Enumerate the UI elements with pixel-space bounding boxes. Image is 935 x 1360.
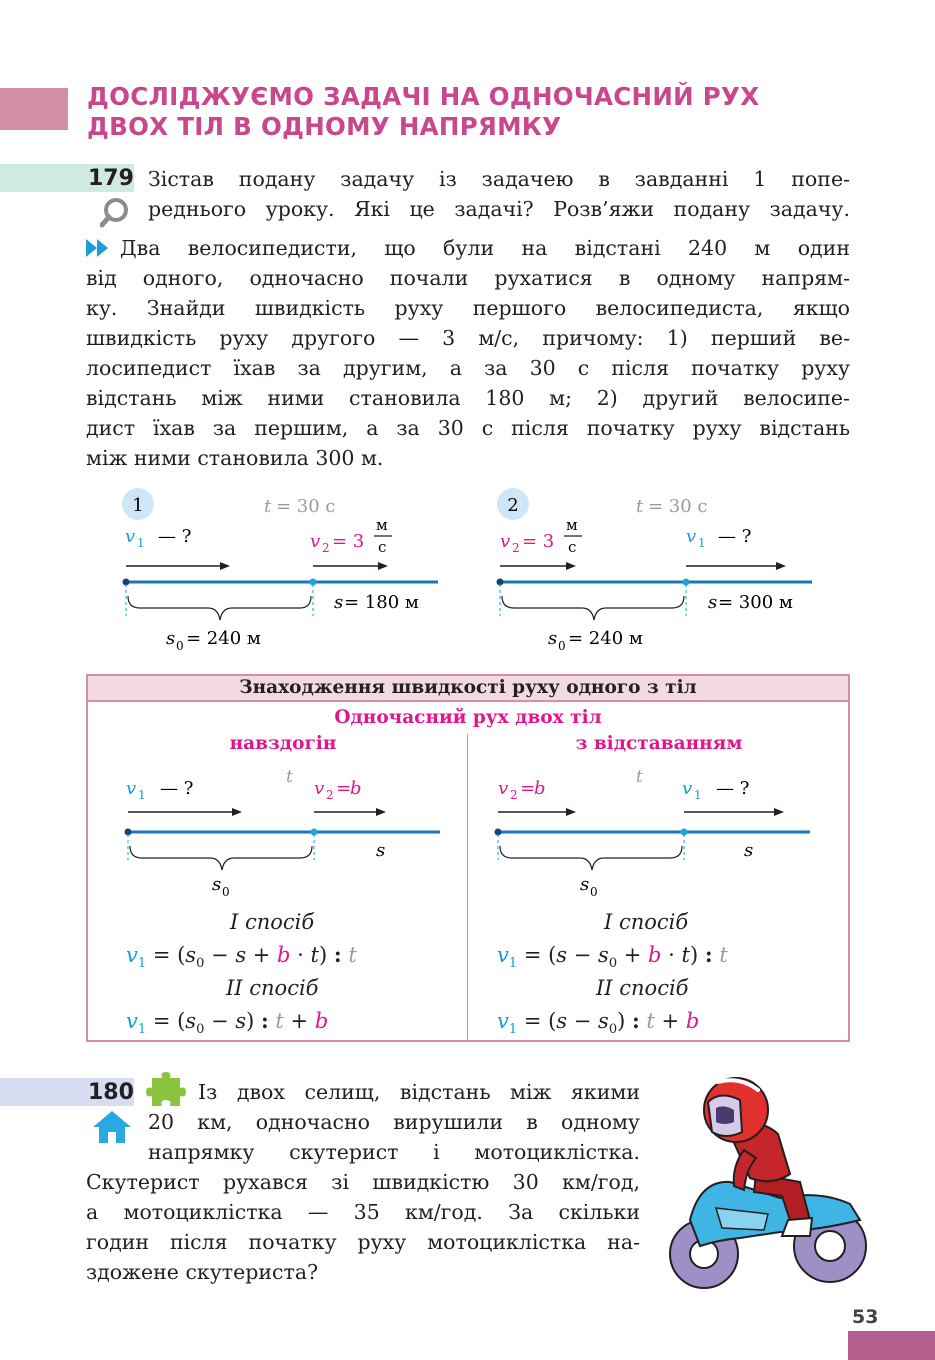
task-180-text-bottom (86, 1167, 640, 1287)
method-2-label-left: II спосіб (226, 976, 319, 1000)
speed-value-right: — ? (716, 778, 750, 799)
speed-subscript-left: 2 (510, 788, 518, 802)
time-symbol: t (636, 767, 643, 787)
unit-denominator: с (378, 538, 387, 556)
initial-distance-subscript: 0 (558, 639, 566, 653)
speed-value-left: b (534, 778, 546, 799)
text-line: дист їхав за першим, а за 30 с після початку руху відстань (86, 416, 850, 440)
column-header-left: навздогін (229, 733, 337, 754)
initial-distance-symbol: s (548, 628, 558, 649)
text-line: Скутерист рухався зі швидкістю 30 км/год, (86, 1170, 640, 1194)
text-line: між ними становила 300 м. (86, 446, 384, 470)
initial-distance-value: = 240 м (568, 628, 643, 649)
motion-diagram-1 (110, 484, 450, 660)
speed-symbol-left: v (500, 531, 511, 552)
home-icon (92, 1110, 132, 1144)
motion-diagram-2 (484, 484, 824, 660)
section-color-bar (0, 88, 68, 130)
text-line: швидкість руху другого — 3 м/с, причому: 1) перший ве- (86, 326, 850, 350)
time-symbol: t (286, 767, 293, 787)
task-problem-rest (86, 263, 850, 473)
speed-subscript-right: 2 (322, 541, 330, 555)
method-1-label-left: I спосіб (230, 910, 315, 934)
unit-numerator: м (376, 516, 388, 534)
text-line: Із двох селищ, відстань між якими (198, 1080, 640, 1104)
initial-distance-symbol: s (212, 874, 222, 895)
task-number: 180 (88, 1080, 134, 1105)
text-line: Два велосипедисти, що були на відстані 240 м один (120, 236, 850, 260)
generic-diagram-right (482, 760, 822, 900)
magnifier-icon (100, 196, 130, 228)
speed-symbol-left: v (126, 778, 137, 799)
formula-2-left: $v_1 = (s_0 - s)$ : t + b (126, 1008, 329, 1038)
speed-subscript-left: 1 (137, 536, 145, 550)
speed-value-right: = 3 (332, 531, 365, 552)
speed-subscript-right: 2 (326, 788, 334, 802)
text-line: годин після початку руху мотоциклістка на- (86, 1230, 640, 1254)
column-divider (467, 734, 468, 1040)
speed-value-left: = 3 (522, 531, 555, 552)
speed-value-right: — ? (718, 526, 752, 547)
speed-symbol-left: v (125, 526, 136, 547)
initial-distance-subscript: 0 (590, 885, 598, 899)
initial-distance-symbol: s (166, 628, 176, 649)
task-number: 179 (88, 166, 134, 191)
text-line: здожене скутериста? (86, 1260, 319, 1284)
speed-subscript-right: 1 (698, 536, 706, 550)
speed-subscript-left: 2 (512, 541, 520, 555)
text-line: від одного, одночасно почали рухатися в одному напрям- (86, 266, 850, 290)
equals-sign: = (336, 778, 352, 799)
text-line: напрямку скутерист і мотоциклістка. (148, 1140, 640, 1164)
page-corner-bar (848, 1331, 935, 1360)
speed-symbol-right: v (310, 531, 321, 552)
unit-denominator: с (568, 538, 577, 556)
badge-text: 1 (132, 495, 144, 516)
motorcyclist-illustration (660, 1070, 875, 1295)
generic-diagram-left (110, 760, 450, 900)
speed-value-right: b (350, 778, 362, 799)
distance-symbol: s (376, 840, 386, 861)
time-value: = 30 с (276, 496, 336, 517)
unit-numerator: м (566, 516, 578, 534)
distance-symbol: s (708, 592, 718, 613)
task-problem (86, 233, 850, 263)
formula-1-right: $v_1 = (s - s_0 + b \cdot t)$ : t (497, 942, 728, 972)
distance-symbol: s (334, 592, 344, 613)
rule-box-title: Знаходження швидкості руху одного з тіл (86, 674, 850, 702)
speed-subscript-left: 1 (138, 788, 146, 802)
time-symbol: t (264, 496, 272, 517)
time-symbol: t (636, 496, 644, 517)
speed-value-left: — ? (160, 778, 194, 799)
text-line: 20 км, одночасно вирушили в одному (148, 1110, 640, 1134)
time-value: = 30 с (648, 496, 708, 517)
badge-text: 2 (507, 495, 519, 516)
distance-symbol: s (744, 840, 754, 861)
task-180-text-top (148, 1077, 640, 1167)
initial-distance-value: = 240 м (186, 628, 261, 649)
text-line: Зістав подану задачу із задачею в завданні 1 попе- (148, 167, 850, 191)
text-line: відстань між ними становила 180 м; 2) другий велосипе- (86, 386, 850, 410)
column-header-right: з відставанням (575, 733, 743, 754)
speed-symbol-right: v (314, 778, 325, 799)
initial-distance-symbol: s (580, 874, 590, 895)
formula-1-left: $v_1 = (s_0 - s + b \cdot t)$ : t (126, 942, 357, 972)
text-line: лосипедист їхав за другим, а за 30 с після початку руху (86, 356, 850, 380)
speed-value-left: — ? (158, 526, 192, 547)
speed-symbol-left: v (498, 778, 509, 799)
text-line: реднього уроку. Які це задачі? Розв’яжи подану задачу. (148, 197, 850, 221)
formula-2-right: $v_1 = (s - s_0)$ : t + b (497, 1008, 700, 1038)
method-2-label-right: II спосіб (596, 976, 689, 1000)
distance-value: = 180 м (344, 592, 419, 613)
heading-line-1: ДОСЛІДЖУЄМО ЗАДАЧІ НА ОДНОЧАСНИЙ РУХ (87, 82, 760, 111)
initial-distance-subscript: 0 (176, 639, 184, 653)
method-1-label-right: I спосіб (604, 910, 689, 934)
distance-value: = 300 м (718, 592, 793, 613)
section-heading (87, 82, 847, 142)
task-intro (148, 164, 850, 224)
initial-distance-subscript: 0 (222, 885, 230, 899)
text-line: ку. Знайди швидкість руху першого велосипедиста, якщо (86, 296, 850, 320)
text-line: а мотоциклістка — 35 км/год. За скільки (86, 1200, 640, 1224)
page-number: 53 (852, 1306, 879, 1328)
speed-symbol-right: v (682, 778, 693, 799)
speed-symbol-right: v (686, 526, 697, 547)
equals-sign: = (520, 778, 536, 799)
rule-box-subtitle: Одночасний рух двох тіл (334, 707, 602, 728)
heading-line-2: ДВОХ ТІЛ В ОДНОМУ НАПРЯМКУ (87, 112, 562, 141)
speed-subscript-right: 1 (694, 788, 702, 802)
